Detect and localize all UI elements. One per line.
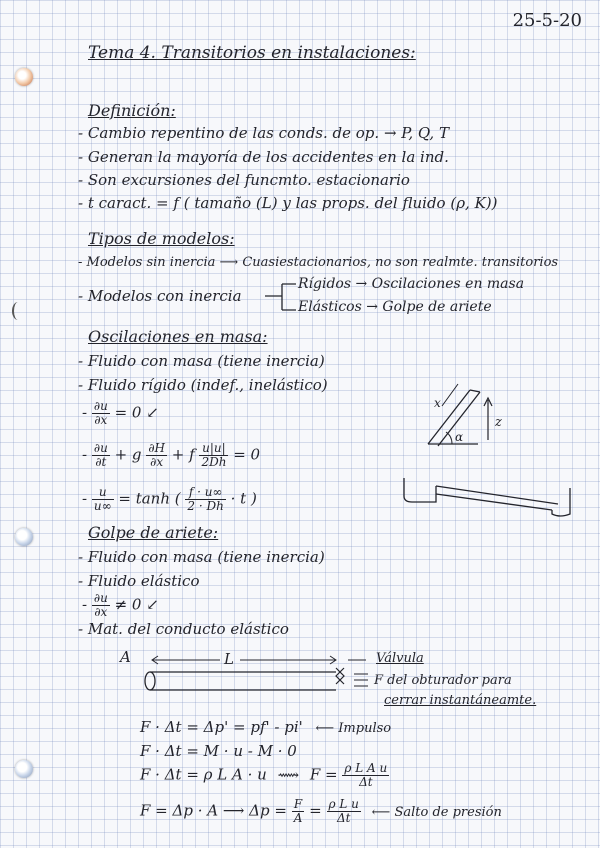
eq-prefix: - [82,403,88,422]
golpe-item: - Fluido elástico [78,572,200,590]
eq-plus: + f [171,445,195,464]
fraction-numerator: ρ L u [328,797,359,811]
fraction-numerator: ∂H [148,441,165,455]
pressure-jump-fraction [327,798,361,825]
page-date: 25-5-20 [512,10,582,31]
equation-text: F · Δt = ρ L A · u [140,765,267,784]
fraction-numerator: ρ L A u [344,761,388,775]
definicion-item: - Son excursiones del funcmto. estacionario [78,171,410,189]
tank-left [404,478,436,502]
fraction-denominator: ∂x [94,413,108,427]
pipe-label-force: cerrar instantáneamte. [384,693,537,708]
golpe-item: - Fluido con masa (tiene inercia) [78,548,325,566]
pressure-jump-equation [140,798,502,825]
fraction-numerator: ∂u [93,591,108,605]
oscilaciones-item: - Fluido rígido (indef., inelástico) [78,376,328,394]
fraction-numerator: f · u∞ [185,486,225,500]
fraction-denominator: ∂t [95,455,107,469]
tipos-heading: Tipos de modelos: [88,229,235,248]
momentum-change-equation: F · Δt = M · u - M · 0 [140,742,297,760]
eq-prefix: - [82,595,88,614]
wavy-arrow: ⟿ [277,765,300,784]
fraction-denominator: A [293,811,303,825]
definicion-heading: Definición: [88,101,176,120]
eq-rest: ≠ 0 ↙ [114,595,159,614]
derivative-fraction [92,592,110,619]
golpe-continuity [82,592,159,619]
eq-mid: = tanh ( [118,489,181,508]
force-result-lhs: F = [309,765,338,784]
fraction-denominator: 2 · Dh [187,499,224,513]
eq-plus: + g [114,445,142,464]
eq-rest: = 0 [233,445,261,464]
force-result-fraction [342,762,389,789]
force-mass-equation [140,762,389,789]
oscilaciones-item: - Fluido con masa (tiene inercia) [78,352,325,370]
eq-rest: · t ) [230,489,257,508]
pipe-label-valve: Válvula [376,651,424,666]
pipe-label-force: F del obturador para [374,673,512,688]
page-title: Tema 4. Transitorios en instalaciones: [88,43,416,63]
tube-axis-x: x [434,396,441,410]
pressure-jump-note: ⟵ Salto de presión [371,804,502,820]
inercia-brace [265,284,296,310]
definicion-item: - t caract. = f ( tamaño (L) y las props. del fluido (ρ, K)) [78,194,498,212]
eq-rest: = 0 ↙ [114,403,159,422]
modelo-elastico: Elásticos → Golpe de ariete [298,299,492,315]
pipe-inlet [145,672,155,690]
fraction-denominator: Δt [336,811,351,825]
fraction-numerator: u [92,486,114,500]
eq-prefix: - [82,445,88,464]
valve [336,668,344,684]
equation-text: F · Δt = Δp' = pf' - pi' [140,718,303,736]
modelo-rigido: Rígidos → Oscilaciones en masa [298,276,525,292]
impulse-note: ⟵ Impulso [315,721,392,736]
tube-angle-alpha: α [455,430,464,444]
eq-prefix: - [82,489,88,508]
impulse-equation [140,718,391,738]
fraction-numerator: ∂u [93,441,108,455]
equals-sign: = [309,801,322,820]
golpe-material: - Mat. del conducto elástico [78,620,289,638]
fraction-numerator: u|u| [199,442,228,456]
modelos-sin-inercia: - Modelos sin inercia ⟶ Cuasiestacionarios, no son realmte. transitorios [78,255,559,270]
fraction-numerator: ∂u [93,399,108,413]
connecting-pipe [436,486,558,510]
equation-text: F = Δp · A ⟶ Δp = [140,801,287,820]
pipe-label-a: A [120,648,131,666]
fraction-denominator: Δt [359,775,373,789]
golpe-heading: Golpe de ariete: [88,523,219,542]
pipe-label-l: L [224,650,234,668]
fraction-numerator: F [292,798,305,812]
definicion-item: - Generan la mayoría de los accidentes en la ind. [78,148,449,166]
tube-axis-z: z [495,415,502,430]
force-lines [354,674,368,686]
fraction-denominator: 2Dh [201,455,227,469]
oscilaciones-heading: Oscilaciones en masa: [88,327,268,346]
modelos-con-inercia: - Modelos con inercia [78,287,242,305]
force-area-fraction [292,798,305,825]
tank-right [552,488,570,516]
x-axis-arrow [442,384,458,406]
fraction-denominator: u∞ [93,499,112,513]
fraction-denominator: ∂x [150,455,164,469]
definicion-item: - Cambio repentino de las conds. de op. → P, Q, T [78,124,449,142]
fraction-denominator: ∂x [94,605,108,619]
